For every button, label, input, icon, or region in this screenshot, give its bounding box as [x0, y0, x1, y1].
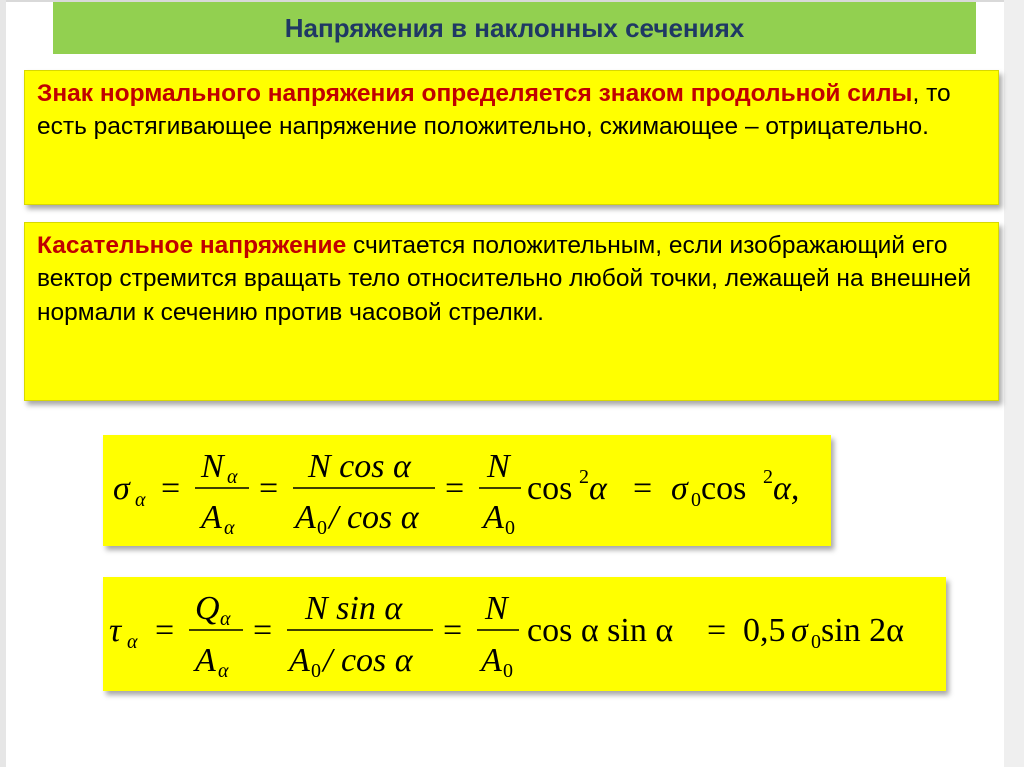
shear-stress-rule-rest: считается положительным, если изображающий его вектор стремится вращать тело относительно любой точки, лежащей на внешней нормали к сечению против часовой стрелки.: [37, 232, 972, 326]
tau-sigma0-symbol: σ: [791, 612, 808, 649]
frac2-denominator: A: [295, 499, 316, 536]
tau-sigma0-subscript: 0: [811, 631, 821, 653]
frac1-numerator-sub: α: [227, 466, 238, 488]
tau-frac1-denominator-sub: α: [218, 660, 229, 682]
equals-sign-3: =: [445, 470, 465, 507]
sigma-symbol: σ: [113, 470, 130, 507]
tau-sin-term: sin 2α: [821, 612, 904, 649]
frac2-denominator-rest: / cos α: [329, 499, 419, 536]
frac1-denominator-sub: α: [224, 517, 235, 539]
tau-formula-box: [103, 577, 946, 691]
frac1-denominator: A: [201, 499, 222, 536]
tau-symbol: τ: [109, 612, 122, 649]
tau-frac2-denominator-rest: / cos α: [323, 642, 413, 679]
frame-left: [0, 0, 6, 767]
frac3-numerator: N: [487, 448, 510, 485]
frac2-numerator: N cos α: [308, 448, 411, 485]
tau-frac2-denominator-sub: 0: [311, 660, 321, 682]
sigma0-subscript: 0: [691, 489, 701, 511]
frac3-denominator: A: [483, 499, 504, 536]
cos-term-1-var: α: [589, 470, 607, 507]
tau-cos-sin-term: cos α sin α: [527, 612, 674, 649]
equals-sign-4: =: [633, 470, 653, 507]
cos-term-2-sup: 2: [763, 466, 773, 488]
tau-frac3-denominator: A: [481, 642, 502, 679]
cos-term-1: cos: [527, 470, 573, 507]
tau-frac1-numerator: Q: [195, 590, 220, 627]
sigma-formula-box: [103, 435, 831, 546]
normal-stress-rule-bold: Знак нормального напряжения определяется знаком продольной силы: [37, 80, 913, 107]
frame-right: [1004, 0, 1024, 767]
tau-equals-sign-3: =: [443, 612, 463, 649]
normal-stress-rule-text: [37, 77, 988, 144]
tau-formula: [103, 577, 946, 691]
shear-stress-rule-text: [37, 229, 988, 329]
tau-frac2-denominator: A: [289, 642, 310, 679]
slide-title: Напряжения в наклонных сечениях: [284, 12, 745, 43]
normal-stress-rule-rest: , то есть растягивающее напряжение положительно, сжимающее – отрицательно.: [37, 80, 951, 141]
tau-frac3-denominator-sub: 0: [503, 660, 513, 682]
tau-frac1-denominator: A: [195, 642, 216, 679]
frac1-numerator: N: [201, 448, 224, 485]
tau-equals-sign-1: =: [155, 612, 175, 649]
tau-subscript: α: [127, 631, 138, 653]
tau-coefficient: 0,5: [743, 612, 786, 649]
shear-stress-rule-bold: Касательное напряжение: [37, 232, 347, 259]
sigma-formula: [103, 435, 831, 546]
normal-stress-rule-box: [24, 70, 999, 205]
equals-sign-1: =: [161, 470, 181, 507]
tau-frac3-numerator: N: [485, 590, 508, 627]
cos-term-2: cos: [701, 470, 747, 507]
tau-frac1-numerator-sub: α: [220, 608, 231, 630]
cos-term-2-var: α,: [773, 470, 800, 507]
tau-equals-sign-2: =: [253, 612, 273, 649]
tau-equals-sign-4: =: [707, 612, 727, 649]
frac2-denominator-sub: 0: [317, 517, 327, 539]
title-bar: [53, 2, 976, 54]
sigma-subscript: α: [135, 489, 146, 511]
tau-frac2-numerator: N sin α: [305, 590, 403, 627]
cos-term-1-sup: 2: [579, 466, 589, 488]
shear-stress-rule-box: [24, 222, 999, 401]
equals-sign-2: =: [259, 470, 279, 507]
sigma0-symbol: σ: [671, 470, 688, 507]
frac3-denominator-sub: 0: [505, 517, 515, 539]
